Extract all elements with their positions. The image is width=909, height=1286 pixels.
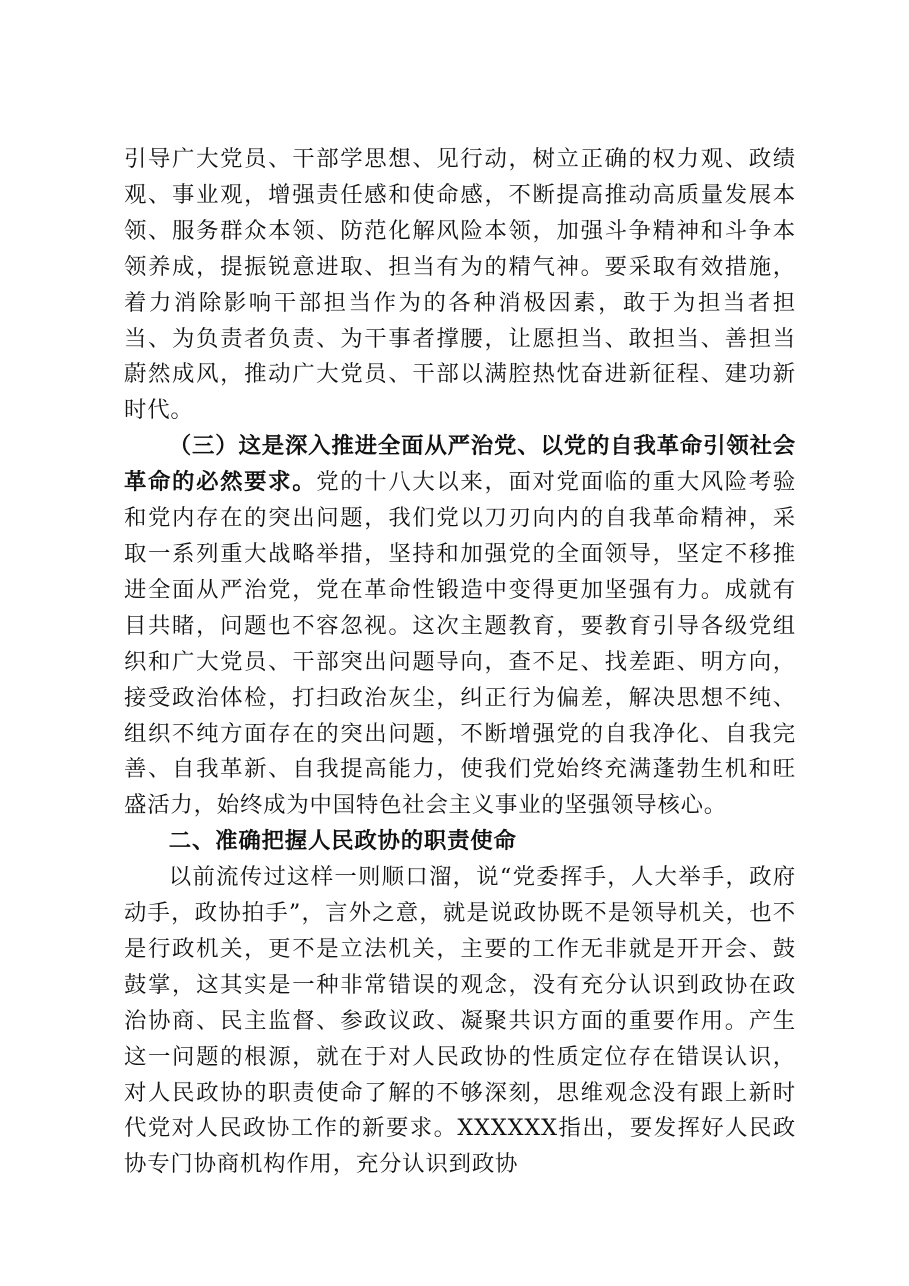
paragraph-2-lead: （三）这是深入推进全面从严治党、以党的自我革命引领社会革命的必然要求。: [124, 433, 796, 496]
paragraph-1: 引导广大党员、干部学思想、见行动，树立正确的权力观、政绩观、事业观，增强责任感和使命感，不断提高推动高质量发展本领、服务群众本领、防范化解风险本领，加强斗争精神和斗争本领养成，提振锐意进取、担当有为的精气神。要采取有效措施，着力消除影响干部担当作为的各种消极因素，敢于为担当者担当、为负责者负责、为干事者撑腰，让愿担当、敢担当、善担当蔚然成风，推动广大党员、干部以满腔热忱奋进新征程、建功新时代。: [124, 146, 796, 424]
paragraph-2-body: 党的十八大以来，面对党面临的重大风险考验和党内存在的突出问题，我们党以刀刃向内的自我革命精神，采取一系列重大战略举措，坚持和加强党的全面领导，坚定不移推进全面从严治党，党在革命性锻造中变得更加坚强有力。成就有目共睹，问题也不容忽视。这次主题教育，要教育引导各级党组织和广大党员、干部突出问题导向，查不足、找差距、明方向，接受政治体检，打扫政治灰尘，纠正行为偏差，解决思想不纯、组织不纯方面存在的突出问题，不断增强党的自我净化、自我完善、自我革新、自我提高能力，使我们党始终充满蓬勃生机和旺盛活力，始终成为中国特色社会主义事业的坚强领导核心。: [124, 469, 797, 819]
paragraph-3: 以前流传过这样一则顺口溜，说“党委挥手，人大举手，政府动手，政协拍手”，言外之意，就是说政协既不是领导机关，也不是行政机关，更不是立法机关，主要的工作无非就是开开会、鼓鼓掌，这其实是一种非常错误的观念，没有充分认识到政协在政治协商、民主监督、参政议政、凝聚共识方面的重要作用。产生这一问题的根源，就在于对人民政协的性质定位存在错误认识，对人民政协的职责使命了解的不够深刻，思维观念没有跟上新时代党对人民政协工作的新要求。XXXXXX指出，要发挥好人民政协专门协商机构作用，充分认识到政协: [124, 864, 796, 1178]
document-body: [124, 142, 796, 1183]
section-heading-2: 二、准确把握人民政协的职责使命: [168, 828, 517, 855]
paragraph-2: [124, 429, 796, 824]
